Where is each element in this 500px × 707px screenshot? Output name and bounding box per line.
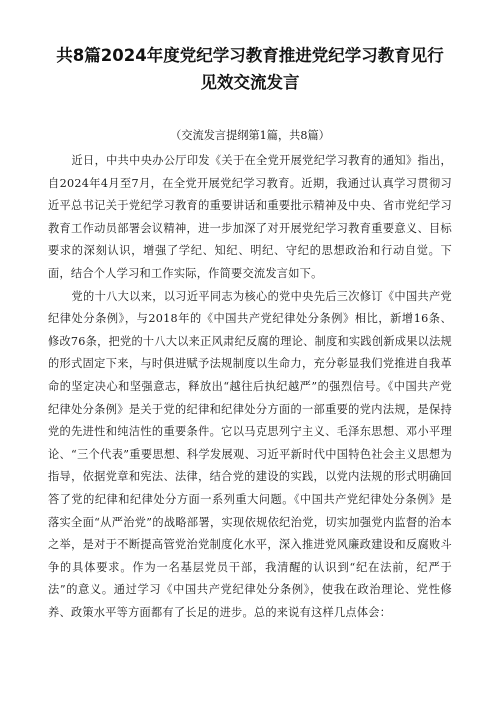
paragraph-body: 党的十八大以来，以习近平同志为核心的党中央先后三次修订《中国共产党纪律处分条例》，与2018年的《中国共产党纪律处分条例》相比，新增16条、修改76条，把党的十八大以来正风肃纪反腐的理论、制度和实践创新成果以法规的形式固定下来，与时俱进赋予法规制度以生命力，充分彰显我们党推进自我革命的坚定决心和坚强意志，释放出“越往后执纪越严”的强烈信号。《中国共产党纪律处分条例》是关于党的纪律和纪律处分方面的一部重要的党内法规，是保持党的先进性和纯洁性的重要条件。它以马克思列宁主义、毛泽东思想、邓小平理论、“三个代表”重要思想、科学发展观、习近平新时代中国特色社会主义思想为指导，依据党章和宪法、法律，结合党的建设的实践，以党内法规的形式明确回答了党的纪律和纪律处分方面一系列重大问题。《中国共产党纪律处分条例》是落实全面“从严治党”的战略部署，实现依规依纪治党，切实加强党内监督的治本之举，是对于不断提高管党治党制度化水平，深入推进党风廉政建设和反腐败斗争的具体要求。作为一名基层党员干部，我清醒的认识到“纪在法前，纪严于法”的意义。通过学习《中国共产党纪律处分条例》，使我在政治理论、党性修养、政策水平等方面都有了长足的进步。总的来说有这样几点体会： — [48, 289, 452, 619]
title-line-1: 共8篇2024年度党纪学习教育推进党纪学习教育见行 — [56, 46, 444, 65]
paragraph-intro: 近日，中共中央办公厅印发《关于在全党开展党纪学习教育的通知》指出，自2024年4月至7月，在全党开展党纪学习教育。近期，我通过认真学习贯彻习近平总书记关于党纪学习教育的重要讲话和重要批示精神及中央、省市党纪学习教育工作动员部署会议精神，进一步加深了对开展党纪学习教育重要意义、目标要求的深刻认识，增强了学纪、知纪、明纪、守纪的思想政治和行动自觉。下面，结合个人学习和工作实际，作简要交流发言如下。 — [48, 154, 452, 280]
title-line-2: 见效交流发言 — [200, 73, 300, 92]
subtitle: （交流发言提纲第1篇，共8篇） — [170, 129, 330, 142]
document-title — [48, 0, 452, 96]
